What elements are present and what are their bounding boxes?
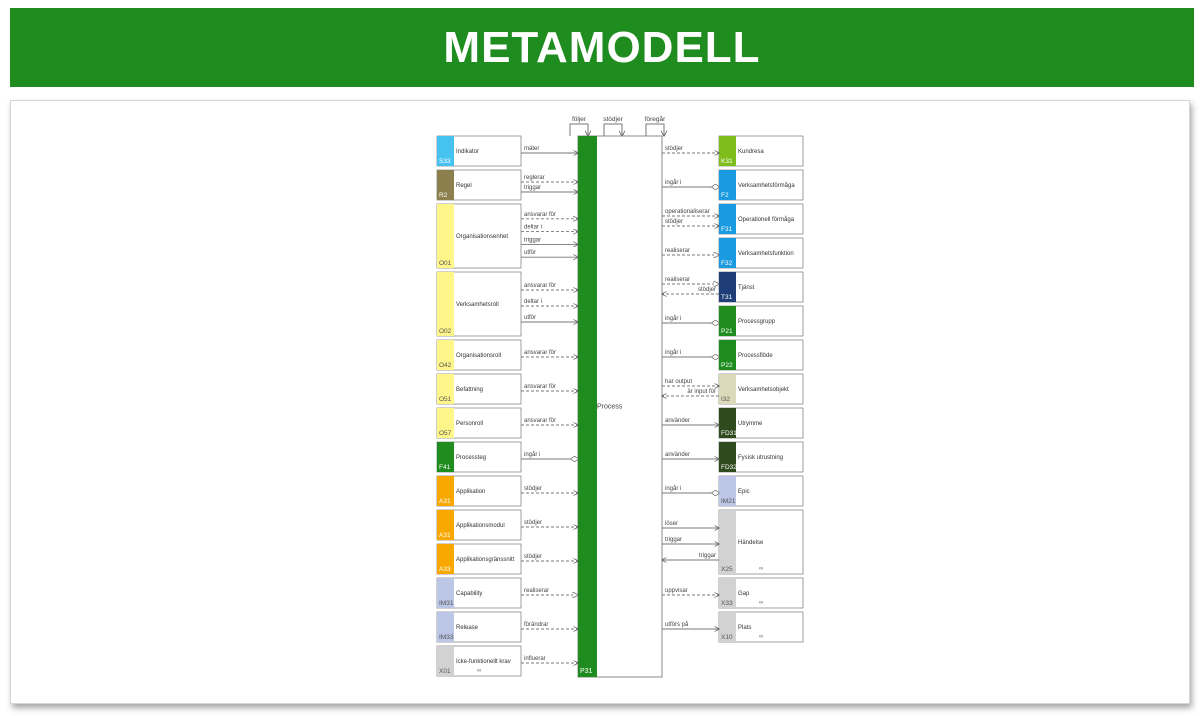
element-code: P22 [721,362,733,369]
relation-label: har output [665,379,693,385]
relation-label: influerar [524,656,546,662]
element-name: Processteg [456,455,487,461]
element-verksamhetsobjekt [719,374,803,404]
relation-label: stödjer [665,219,684,225]
element-händelse [719,510,803,574]
relation-label: förändrar [524,622,549,628]
diagram-panel [10,100,1190,704]
element-name: Organisationsenhet [456,234,509,240]
element-name: Utrymme [738,421,763,427]
element-name: Befattning [456,387,484,393]
relation-label: ansvarar för [524,211,557,218]
relation-label: triggar [665,537,683,543]
element-name: Epic [738,489,750,495]
title-banner [10,8,1194,87]
element-code: K31 [721,158,733,165]
relation-label: ingår i [665,180,682,186]
relation-label: uppvisar [665,588,688,594]
element-name: Processflöde [738,353,773,359]
element-code: F2 [721,192,729,199]
process-color-strip [578,136,597,677]
element-code: IM21 [721,498,736,505]
element-color-strip [437,272,454,336]
element-indikator [437,136,521,166]
element-code: O02 [439,328,452,335]
relation-label: använder [665,452,691,458]
relation-label: använder [665,418,691,424]
relation-label: utför [524,315,537,321]
element-release [437,612,521,642]
element-name: Release [456,625,479,631]
element-code: I32 [721,396,731,403]
element-color-strip [437,204,454,268]
element-utrymme [719,408,803,438]
element-name: Gap [738,591,750,597]
relation-label: ingår i [665,316,682,322]
element-icke-funktionellt-krav [437,646,521,676]
relation-label: utförs på [665,622,689,628]
element-applikationsmodul [437,510,521,540]
element-applikationsgränssnitt [437,544,521,574]
element-befattning [437,374,521,404]
relation-label: realiserar [524,588,550,594]
element-code: T31 [721,294,733,301]
element-applikation [437,476,521,506]
self-relation-line [646,124,664,136]
relation-label: mäter [524,146,540,152]
element-code: X33 [721,600,733,607]
relation-label: utför [524,250,537,257]
element-infinity-icon: ∞ [477,668,482,674]
relation-label: triggar [524,237,542,244]
element-infinity-icon: ∞ [759,566,764,572]
element-code: F32 [721,260,733,267]
self-relation-label: föregår [644,116,666,123]
element-name: Verksamhetsförmåga [738,183,795,189]
relation-label: är input för [687,389,716,395]
relation-label: deltar i [524,224,543,231]
relation-label: löser [665,521,679,527]
relation-label: ingår i [665,350,682,356]
element-code: X25 [721,566,733,573]
relation-label: stödjer [524,486,543,492]
element-processflöde [719,340,803,370]
relation-label: ansvarar för [524,384,557,390]
element-name: Icke-funktionellt krav [456,659,511,665]
element-organisationsenhet [437,204,521,268]
relation-label: ansvarar för [524,350,557,356]
relation-label: stödjer [524,520,543,526]
element-name: Händelse [738,540,764,546]
element-name: Indikator [456,149,480,155]
self-relation-label: stödjer [603,116,623,123]
element-verksamhetsroll [437,272,521,336]
element-name: Personroll [456,421,484,427]
self-relation-line [604,124,622,136]
element-code: A31 [439,532,451,539]
element-code: F41 [439,464,451,471]
element-code: O01 [439,260,452,267]
relation-label: ansvarar för [524,418,557,424]
self-relation-line [570,124,588,136]
relation-label: operationaliserar [665,209,710,215]
element-code: P21 [721,328,733,335]
element-code: A31 [439,498,451,505]
element-name: Applikationsmodul [456,523,505,529]
element-infinity-icon: ∞ [759,634,764,640]
relation-label: triggar [524,185,542,191]
element-fysisk-utrustning [719,442,803,472]
element-name: Verksamhetsobjekt [738,387,789,393]
element-code: X01 [439,668,451,675]
element-color-strip [719,510,736,574]
element-infinity-icon: ∞ [759,600,764,606]
element-code: O57 [439,430,452,437]
element-processteg [437,442,521,472]
element-code: IM31 [439,600,454,607]
element-name: Verksamhetsfunktion [738,251,794,257]
element-code: O51 [439,396,452,403]
page-title: METAMODELL [443,23,761,72]
process-label: Process [597,403,623,411]
element-code: IM33 [439,634,454,641]
relation-label: stödjer [524,554,543,560]
element-gap [719,578,803,608]
relation-label: realiserar [665,248,691,254]
element-operationell-förmåga [719,204,803,234]
element-name: Verksamhetsroll [456,302,499,308]
element-processgrupp [719,306,803,336]
element-code: O42 [439,362,452,369]
element-name: Capability [456,591,483,597]
element-name: Applikation [456,489,486,495]
relation-label: deltar i [524,299,543,305]
relation-label: realiserar [665,277,691,283]
relation-label: ingår i [665,486,682,492]
element-code: FD32 [721,464,737,471]
relation-label: stödjer [665,146,684,152]
element-code: FD31 [721,430,737,437]
self-relation-label: följer [571,116,587,123]
element-capability [437,578,521,608]
element-name: Applikationsgränssnitt [456,557,515,563]
element-kundresa [719,136,803,166]
relation-label: ingår i [524,452,541,458]
metamodel-diagram [11,101,1189,703]
element-verksamhetsförmåga [719,170,803,200]
element-name: Fysisk utrustning [738,455,784,461]
relation-label: ansvarar för [524,283,557,289]
element-name: Operationell förmåga [738,217,795,223]
relation-label: reglerar [524,175,545,181]
element-code: S33 [439,158,451,165]
element-code: R2 [439,192,448,199]
element-regel [437,170,521,200]
element-code: F31 [721,226,733,233]
element-name: Tjänst [738,285,755,291]
element-name: Plats [738,625,752,631]
element-verksamhetsfunktion [719,238,803,268]
relation-label: triggar [698,553,716,559]
element-organisationsroll [437,340,521,370]
element-name: Kundresa [738,149,764,155]
element-tjänst [719,272,803,302]
element-name: Regel [456,183,472,189]
element-name: Processgrupp [738,319,776,325]
relation-label: stödjer [697,287,716,293]
element-plats [719,612,803,642]
process-code: P31 [580,668,593,675]
element-epic [719,476,803,506]
element-code: X10 [721,634,733,641]
element-name: Organisationsroll [456,353,502,359]
element-code: A33 [439,566,451,573]
element-personroll [437,408,521,438]
